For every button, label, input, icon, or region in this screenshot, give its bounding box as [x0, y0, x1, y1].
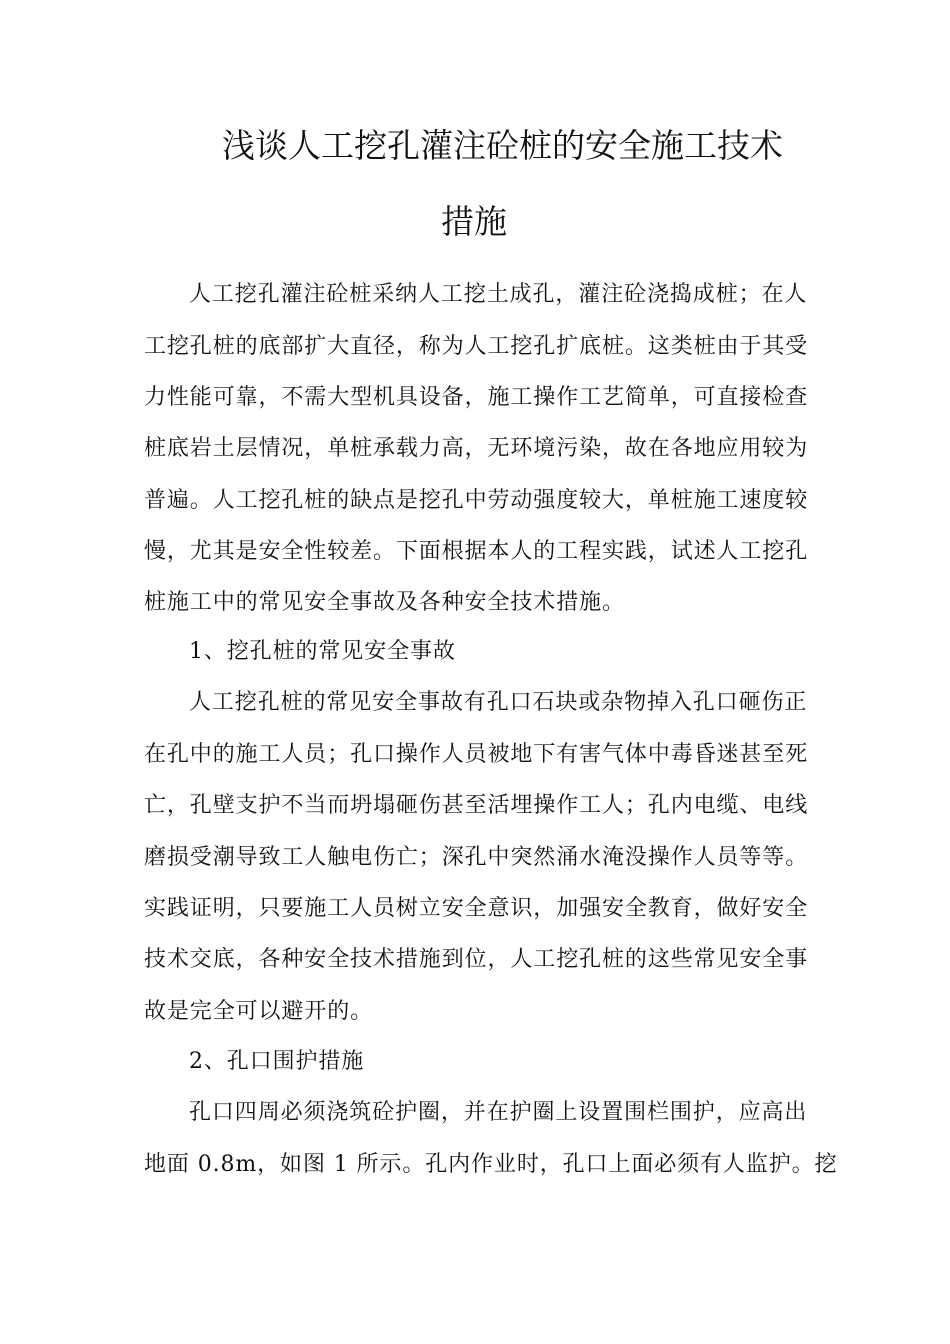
document-title-line-1: 浅谈人工挖孔灌注砼桩的安全施工技术: [222, 126, 783, 165]
section-heading-2: 2、孔口围护措施: [189, 1049, 365, 1074]
body-line: 亡，孔壁支护不当而坍塌砸伤甚至活埋操作工人；孔内电缆、电线: [144, 793, 809, 818]
body-line: 桩底岩土层情况，单桩承载力高，无环境污染，故在各地应用较为: [144, 436, 809, 461]
body-line: 力性能可靠，不需大型机具设备，施工操作工艺简单，可直接检查: [144, 385, 809, 410]
body-line: 慢，尤其是安全性较差。下面根据本人的工程实践，试述人工挖孔: [144, 539, 809, 564]
document-title-line-2: 措施: [441, 202, 507, 241]
body-line: 技术交底，各种安全技术措施到位，人工挖孔桩的这些常见安全事: [144, 947, 809, 972]
body-line: 人工挖孔桩的常见安全事故有孔口石块或杂物掉入孔口砸伤正: [189, 690, 808, 715]
body-line: 地面 0.8m，如图 1 所示。孔内作业时，孔口上面必须有人监护。挖: [144, 1152, 838, 1177]
body-line: 工挖孔桩的底部扩大直径，称为人工挖孔扩底桩。这类桩由于其受: [144, 334, 809, 359]
body-line: 桩施工中的常见安全事故及各种安全技术措施。: [144, 590, 625, 615]
body-line: 在孔中的施工人员；孔口操作人员被地下有害气体中毒昏迷甚至死: [144, 742, 809, 767]
body-line: 普遍。人工挖孔桩的缺点是挖孔中劳动强度较大，单桩施工速度较: [144, 488, 809, 513]
body-line: 故是完全可以避开的。: [144, 999, 374, 1024]
body-line: 人工挖孔灌注砼桩采纳人工挖土成孔，灌注砼浇捣成桩；在人: [189, 282, 808, 307]
body-line: 磨损受潮导致工人触电伤亡；深孔中突然涌水淹没操作人员等等。: [144, 845, 809, 870]
body-line: 孔口四周必须浇筑砼护圈，并在护圈上设置围栏围护，应高出: [189, 1100, 808, 1125]
section-heading-1: 1、挖孔桩的常见安全事故: [189, 639, 456, 664]
body-line: 实践证明，只要施工人员树立安全意识，加强安全教育，做好安全: [144, 896, 809, 921]
